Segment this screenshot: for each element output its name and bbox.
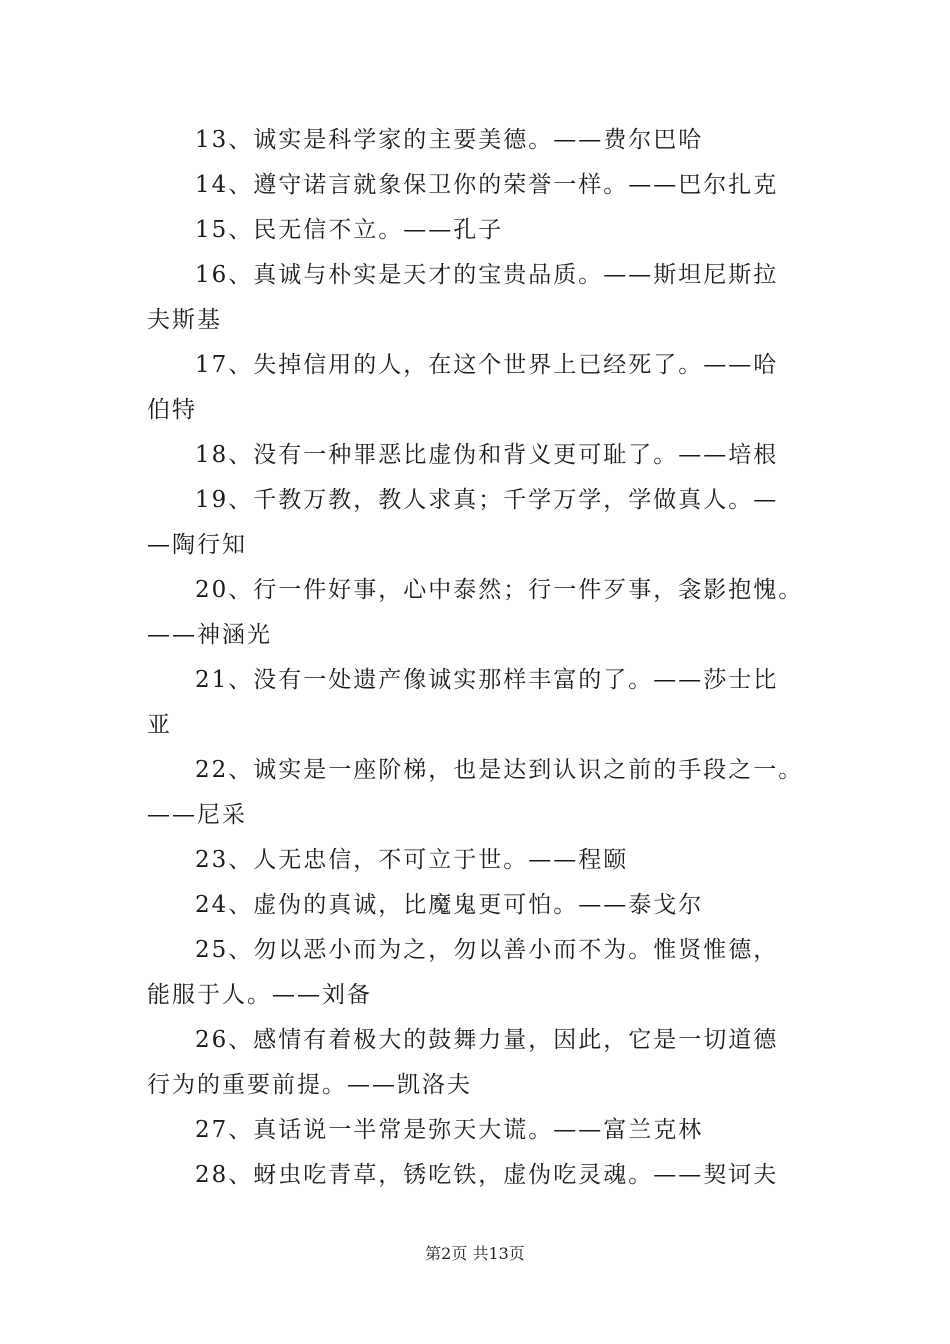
quote-text: 28、蚜虫吃青草，锈吃铁，虚伪吃灵魂。——契诃夫 (195, 1162, 779, 1188)
quote-text: 24、虚伪的真诚，比魔鬼更可怕。——泰戈尔 (195, 892, 704, 918)
quote-item (147, 928, 827, 1018)
quote-text: 16、真诚与朴实是天才的宝贵品质。——斯坦尼斯拉 (195, 262, 779, 288)
quote-item (147, 118, 827, 163)
quote-text: 20、行一件好事，心中泰然；行一件歹事，衾影抱愧。 (195, 577, 804, 603)
quote-item (147, 163, 827, 208)
quote-item (147, 1108, 827, 1153)
quote-item (147, 748, 827, 838)
quote-text: 21、没有一处遗产像诚实那样丰富的了。——莎士比 (195, 667, 779, 693)
quote-text: 17、失掉信用的人，在这个世界上已经死了。——哈 (195, 352, 779, 378)
quote-text-continued: ——尼采 (147, 802, 247, 828)
quote-text-continued: 夫斯基 (147, 307, 222, 333)
quote-item (147, 478, 827, 568)
quote-text: 27、真话说一半常是弥天大谎。——富兰克林 (195, 1117, 704, 1143)
quote-text-continued: 能服于人。——刘备 (147, 982, 372, 1008)
quote-item (147, 253, 827, 343)
quote-text: 26、感情有着极大的鼓舞力量，因此，它是一切道德 (195, 1027, 779, 1053)
quote-list (147, 118, 827, 1198)
quote-text: 23、人无忠信，不可立于世。——程颐 (195, 847, 629, 873)
quote-text-continued: —陶行知 (147, 532, 247, 558)
quote-item (147, 568, 827, 658)
quote-text: 25、勿以恶小而为之，勿以善小而不为。惟贤惟德， (195, 937, 779, 963)
quote-text: 15、民无信不立。——孔子 (195, 217, 504, 243)
quote-text: 13、诚实是科学家的主要美德。——费尔巴哈 (195, 127, 704, 153)
quote-text-continued: 行为的重要前提。——凯洛夫 (147, 1072, 472, 1098)
quote-item (147, 1153, 827, 1198)
quote-item (147, 1018, 827, 1108)
quote-text: 19、千教万教，教人求真；千学万学，学做真人。— (195, 487, 779, 513)
quote-item (147, 883, 827, 928)
quote-item (147, 433, 827, 478)
quote-text: 18、没有一种罪恶比虚伪和背义更可耻了。——培根 (195, 442, 779, 468)
quote-text-continued: 伯特 (147, 397, 197, 423)
page-number-label: 第2页 共13页 (425, 1244, 525, 1263)
quote-text-continued: ——神涵光 (147, 622, 272, 648)
quote-item (147, 343, 827, 433)
quote-item (147, 658, 827, 748)
quote-text-continued: 亚 (147, 712, 172, 738)
page-footer (0, 1242, 950, 1266)
quote-text: 22、诚实是一座阶梯，也是达到认识之前的手段之一。 (195, 757, 804, 783)
quote-text: 14、遵守诺言就象保卫你的荣誉一样。——巴尔扎克 (195, 172, 779, 198)
quote-item (147, 838, 827, 883)
quote-item (147, 208, 827, 253)
